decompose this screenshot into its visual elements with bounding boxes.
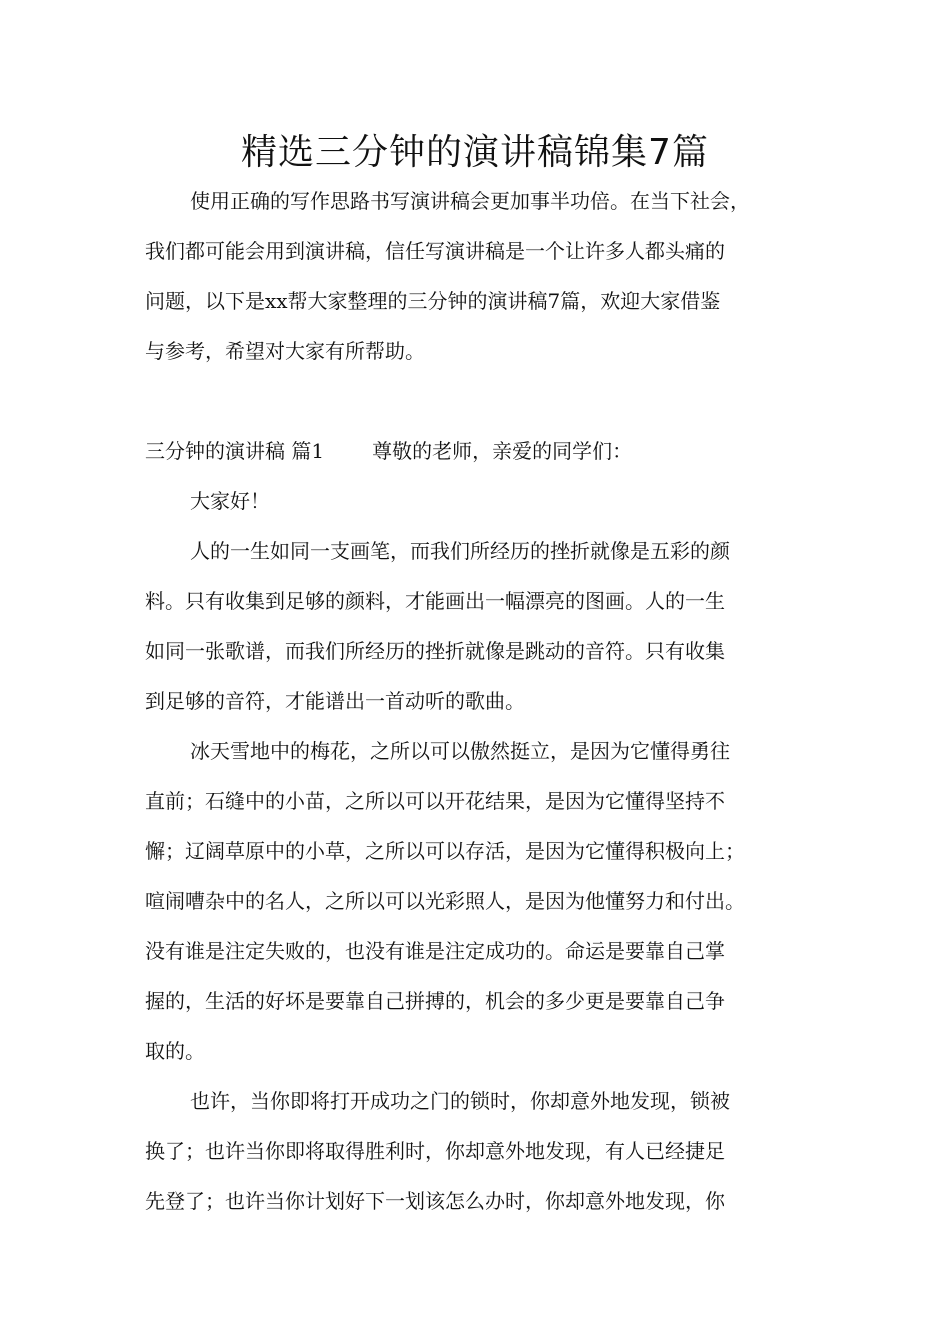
para3-line-3: 先登了；也许当你计划好下一划该怎么办时，你却意外地发现，你 [145, 1189, 725, 1213]
intro-line-3: 问题，以下是xx帮大家整理的三分钟的演讲稿7篇，欢迎大家借鉴 [145, 289, 721, 313]
para3-line-2: 换了；也许当你即将取得胜利时，你却意外地发现，有人已经捷足 [145, 1139, 725, 1163]
para1-line-1: 人的一生如同一支画笔，而我们所经历的挫折就像是五彩的颜 [190, 539, 730, 563]
document-title: 精选三分钟的演讲稿锦集7篇 [241, 132, 709, 173]
para1-line-4: 到足够的音符，才能谱出一首动听的歌曲。 [145, 689, 525, 713]
para2-line-3: 懈；辽阔草原中的小草，之所以可以存活，是因为它懂得积极向上； [145, 839, 745, 863]
para2-line-4: 喧闹嘈杂中的名人，之所以可以光彩照人，是因为他懂努力和付出。 [145, 889, 745, 913]
intro-line-1: 使用正确的写作思路书写演讲稿会更加事半功倍。在当下社会， [190, 189, 750, 213]
para1-line-3: 如同一张歌谱，而我们所经历的挫折就像是跳动的音符。只有收集 [145, 639, 725, 663]
section-heading-line [145, 436, 632, 466]
para2-line-7: 取的。 [145, 1039, 205, 1063]
intro-line-2: 我们都可能会用到演讲稿，信任写演讲稿是一个让许多人都头痛的 [145, 239, 725, 263]
section-heading: 三分钟的演讲稿 篇1 [145, 439, 325, 463]
greeting: 大家好！ [190, 489, 270, 513]
para2-line-5: 没有谁是注定失败的，也没有谁是注定成功的。命运是要靠自己掌 [145, 939, 725, 963]
salutation: 尊敬的老师，亲爱的同学们： [372, 439, 633, 463]
para2-line-2: 直前；石缝中的小苗，之所以可以开花结果，是因为它懂得坚持不 [145, 789, 725, 813]
para2-line-1: 冰天雪地中的梅花，之所以可以傲然挺立，是因为它懂得勇往 [190, 739, 730, 763]
intro-line-4: 与参考，希望对大家有所帮助。 [145, 339, 425, 363]
para1-line-2: 料。只有收集到足够的颜料，才能画出一幅漂亮的图画。人的一生 [145, 589, 725, 613]
para2-line-6: 握的，生活的好坏是要靠自己拼搏的，机会的多少更是要靠自己争 [145, 989, 725, 1013]
para3-line-1: 也许，当你即将打开成功之门的锁时，你却意外地发现，锁被 [190, 1089, 730, 1113]
